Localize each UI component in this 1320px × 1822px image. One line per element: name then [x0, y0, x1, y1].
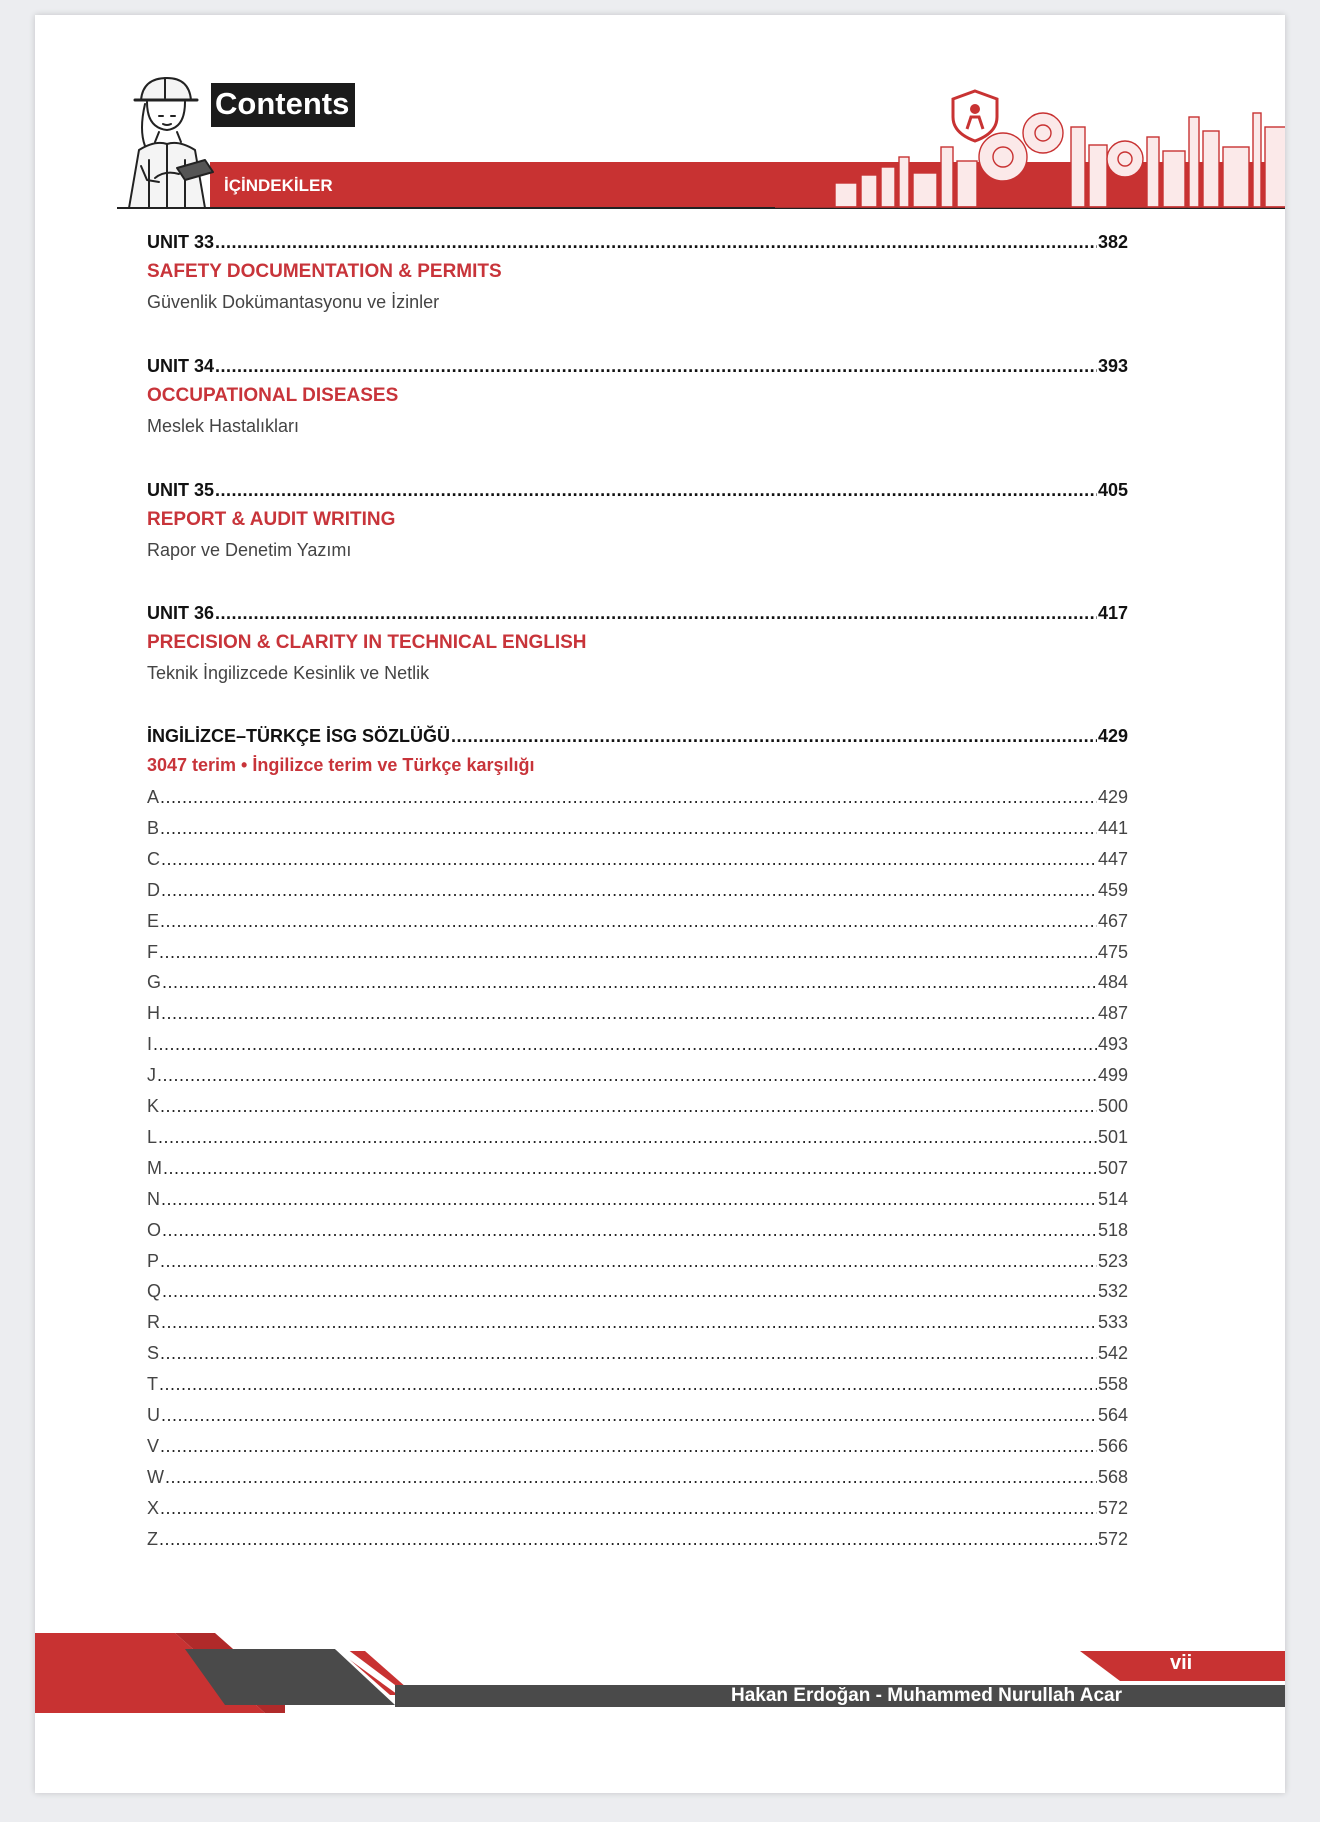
leader-dots: [161, 1312, 1097, 1333]
letter-page: 493: [1097, 1034, 1128, 1055]
leader-dots: [159, 1374, 1097, 1395]
letter-label: F: [147, 941, 158, 962]
letter-label: E: [147, 910, 160, 931]
glossary-letter-row[interactable]: [147, 818, 1128, 839]
letter-label: U: [147, 1405, 160, 1425]
leader-dots: [157, 1065, 1097, 1086]
letter-page: 542: [1097, 1343, 1128, 1364]
unit-page: 382: [1097, 232, 1128, 252]
letter-page: 500: [1097, 1096, 1128, 1116]
leader-dots: [153, 1034, 1097, 1055]
letter-page: 459: [1097, 879, 1128, 900]
glossary-letter-row[interactable]: [147, 1529, 1128, 1550]
letter-page: 501: [1097, 1126, 1128, 1147]
letter-label: R: [147, 1312, 160, 1333]
leader-dots: [162, 1281, 1097, 1302]
glossary-letter-row[interactable]: [147, 1312, 1128, 1333]
letter-label: M: [147, 1157, 162, 1178]
leader-dots: [158, 1127, 1097, 1148]
leader-dots: [162, 972, 1097, 993]
leader-dots: [160, 818, 1097, 839]
unit-row[interactable]: [147, 232, 1128, 253]
glossary-letter-row[interactable]: [147, 1343, 1128, 1364]
glossary-letter-row[interactable]: [147, 849, 1128, 870]
leader-dots: [215, 356, 1097, 377]
page-title: Contents: [211, 83, 355, 127]
footer-authors: Hakan Erdoğan - Muhammed Nurullah Acar: [731, 1685, 1122, 1706]
glossary-letter-row[interactable]: [147, 942, 1128, 963]
letter-label: K: [147, 1096, 160, 1116]
letter-page: 447: [1097, 848, 1128, 869]
glossary-letter-row[interactable]: [147, 880, 1128, 901]
glossary-letter-row[interactable]: [147, 1003, 1128, 1024]
unit-page: 405: [1097, 480, 1128, 500]
letter-page: 533: [1097, 1312, 1128, 1333]
unit-page: 393: [1097, 356, 1128, 376]
letter-label: C: [147, 848, 160, 869]
unit-label: UNIT 34: [147, 356, 215, 376]
letter-label: N: [147, 1188, 160, 1209]
leader-dots: [215, 480, 1097, 501]
leader-dots: [159, 942, 1097, 963]
letter-label: D: [147, 879, 160, 900]
glossary-letter-row[interactable]: [147, 1498, 1128, 1519]
letter-label: Q: [147, 1281, 162, 1302]
letter-label: S: [147, 1343, 160, 1364]
letter-page: 568: [1097, 1466, 1128, 1487]
letter-page: 429: [1097, 787, 1128, 807]
glossary-letter-row[interactable]: [147, 1374, 1128, 1395]
letter-page: 558: [1097, 1374, 1128, 1395]
glossary-row[interactable]: [147, 726, 1128, 747]
leader-dots: [160, 787, 1097, 808]
unit-row[interactable]: [147, 480, 1128, 501]
unit-row[interactable]: [147, 603, 1128, 624]
leader-dots: [160, 1498, 1097, 1519]
letter-page: 514: [1097, 1188, 1128, 1209]
industrial-skyline-illustration-icon: [775, 87, 1285, 209]
leader-dots: [163, 1158, 1097, 1179]
letter-label: G: [147, 972, 162, 993]
letter-label: H: [147, 1003, 160, 1024]
glossary-letter-row[interactable]: [147, 911, 1128, 932]
letter-label: L: [147, 1126, 158, 1147]
letter-label: I: [147, 1034, 153, 1055]
unit-label: UNIT 35: [147, 480, 215, 500]
letter-label: V: [147, 1435, 160, 1456]
glossary-letter-row[interactable]: [147, 1127, 1128, 1148]
leader-dots: [161, 1189, 1097, 1210]
letter-page: 475: [1097, 941, 1128, 962]
unit-subtitle: Rapor ve Denetim Yazımı: [147, 540, 352, 560]
letter-page: 499: [1097, 1065, 1128, 1086]
unit-subtitle: Meslek Hastalıkları: [147, 416, 300, 436]
leader-dots: [215, 603, 1097, 624]
unit-title: OCCUPATIONAL DISEASES: [147, 385, 399, 406]
leader-dots: [162, 1220, 1097, 1241]
glossary-letter-row[interactable]: [147, 1158, 1128, 1179]
leader-dots: [161, 880, 1097, 901]
letter-page: 523: [1097, 1250, 1128, 1271]
glossary-letter-row[interactable]: [147, 787, 1128, 808]
worker-illustration-icon: [119, 70, 219, 210]
letter-page: 484: [1097, 972, 1128, 993]
glossary-letter-row[interactable]: [147, 1405, 1128, 1426]
letter-label: Z: [147, 1528, 158, 1549]
letter-page: 507: [1097, 1157, 1128, 1178]
glossary-subtitle: 3047 terim • İngilizce terim ve Türkçe karşılığı: [147, 755, 535, 775]
letter-label: W: [147, 1466, 164, 1487]
glossary-letter-row[interactable]: [147, 1220, 1128, 1241]
unit-subtitle: Teknik İngilizcede Kesinlik ve Netlik: [147, 663, 430, 683]
leader-dots: [160, 911, 1097, 932]
unit-label: UNIT 33: [147, 232, 215, 252]
unit-title: PRECISION & CLARITY IN TECHNICAL ENGLISH: [147, 632, 587, 653]
glossary-letter-row[interactable]: [147, 1096, 1128, 1117]
leader-dots: [160, 1251, 1097, 1272]
glossary-letter-row[interactable]: [147, 1189, 1128, 1210]
unit-page: 417: [1097, 603, 1128, 623]
letter-label: J: [147, 1065, 156, 1086]
unit-row[interactable]: [147, 356, 1128, 377]
unit-subtitle: Güvenlik Dokümantasyonu ve İzinler: [147, 292, 440, 312]
glossary-letter-row[interactable]: [147, 972, 1128, 993]
letter-page: 566: [1097, 1435, 1128, 1456]
leader-dots: [451, 726, 1097, 747]
glossary-page: 429: [1097, 726, 1128, 746]
glossary-letter-row[interactable]: [147, 1281, 1128, 1302]
leader-dots: [161, 1405, 1097, 1426]
letter-label: A: [147, 787, 160, 807]
letter-label: P: [147, 1250, 160, 1271]
letter-page: 564: [1097, 1405, 1128, 1425]
glossary-letter-row[interactable]: [147, 1034, 1128, 1055]
letter-label: T: [147, 1374, 158, 1395]
letter-page: 532: [1097, 1281, 1128, 1302]
page-number: vii: [1170, 1652, 1193, 1674]
leader-dots: [159, 1529, 1097, 1550]
safety-shield-icon: [953, 91, 997, 141]
letter-page: 441: [1097, 817, 1128, 838]
glossary-letter-row[interactable]: [147, 1065, 1128, 1086]
leader-dots: [165, 1467, 1097, 1488]
leader-dots: [215, 232, 1097, 253]
unit-label: UNIT 36: [147, 603, 215, 623]
glossary-letter-row[interactable]: [147, 1436, 1128, 1457]
letter-page: 572: [1097, 1497, 1128, 1518]
glossary-label: İNGİLİZCE–TÜRKÇE İSG SÖZLÜĞÜ: [147, 726, 451, 746]
letter-label: B: [147, 817, 160, 838]
letter-label: O: [147, 1219, 162, 1240]
leader-dots: [161, 1003, 1097, 1024]
letter-page: 487: [1097, 1003, 1128, 1024]
leader-dots: [160, 1436, 1097, 1457]
document-page: [35, 15, 1285, 1793]
letter-page: 518: [1097, 1219, 1128, 1240]
page-subtitle: İÇİNDEKİLER: [224, 176, 333, 195]
letter-page: 467: [1097, 910, 1128, 931]
unit-title: SAFETY DOCUMENTATION & PERMITS: [147, 261, 502, 282]
glossary-letter-row[interactable]: [147, 1251, 1128, 1272]
leader-dots: [161, 849, 1097, 870]
letter-label: X: [147, 1497, 160, 1518]
leader-dots: [160, 1096, 1097, 1117]
leader-dots: [160, 1343, 1097, 1364]
letter-page: 572: [1097, 1528, 1128, 1549]
unit-title: REPORT & AUDIT WRITING: [147, 509, 396, 530]
glossary-letter-row[interactable]: [147, 1467, 1128, 1488]
